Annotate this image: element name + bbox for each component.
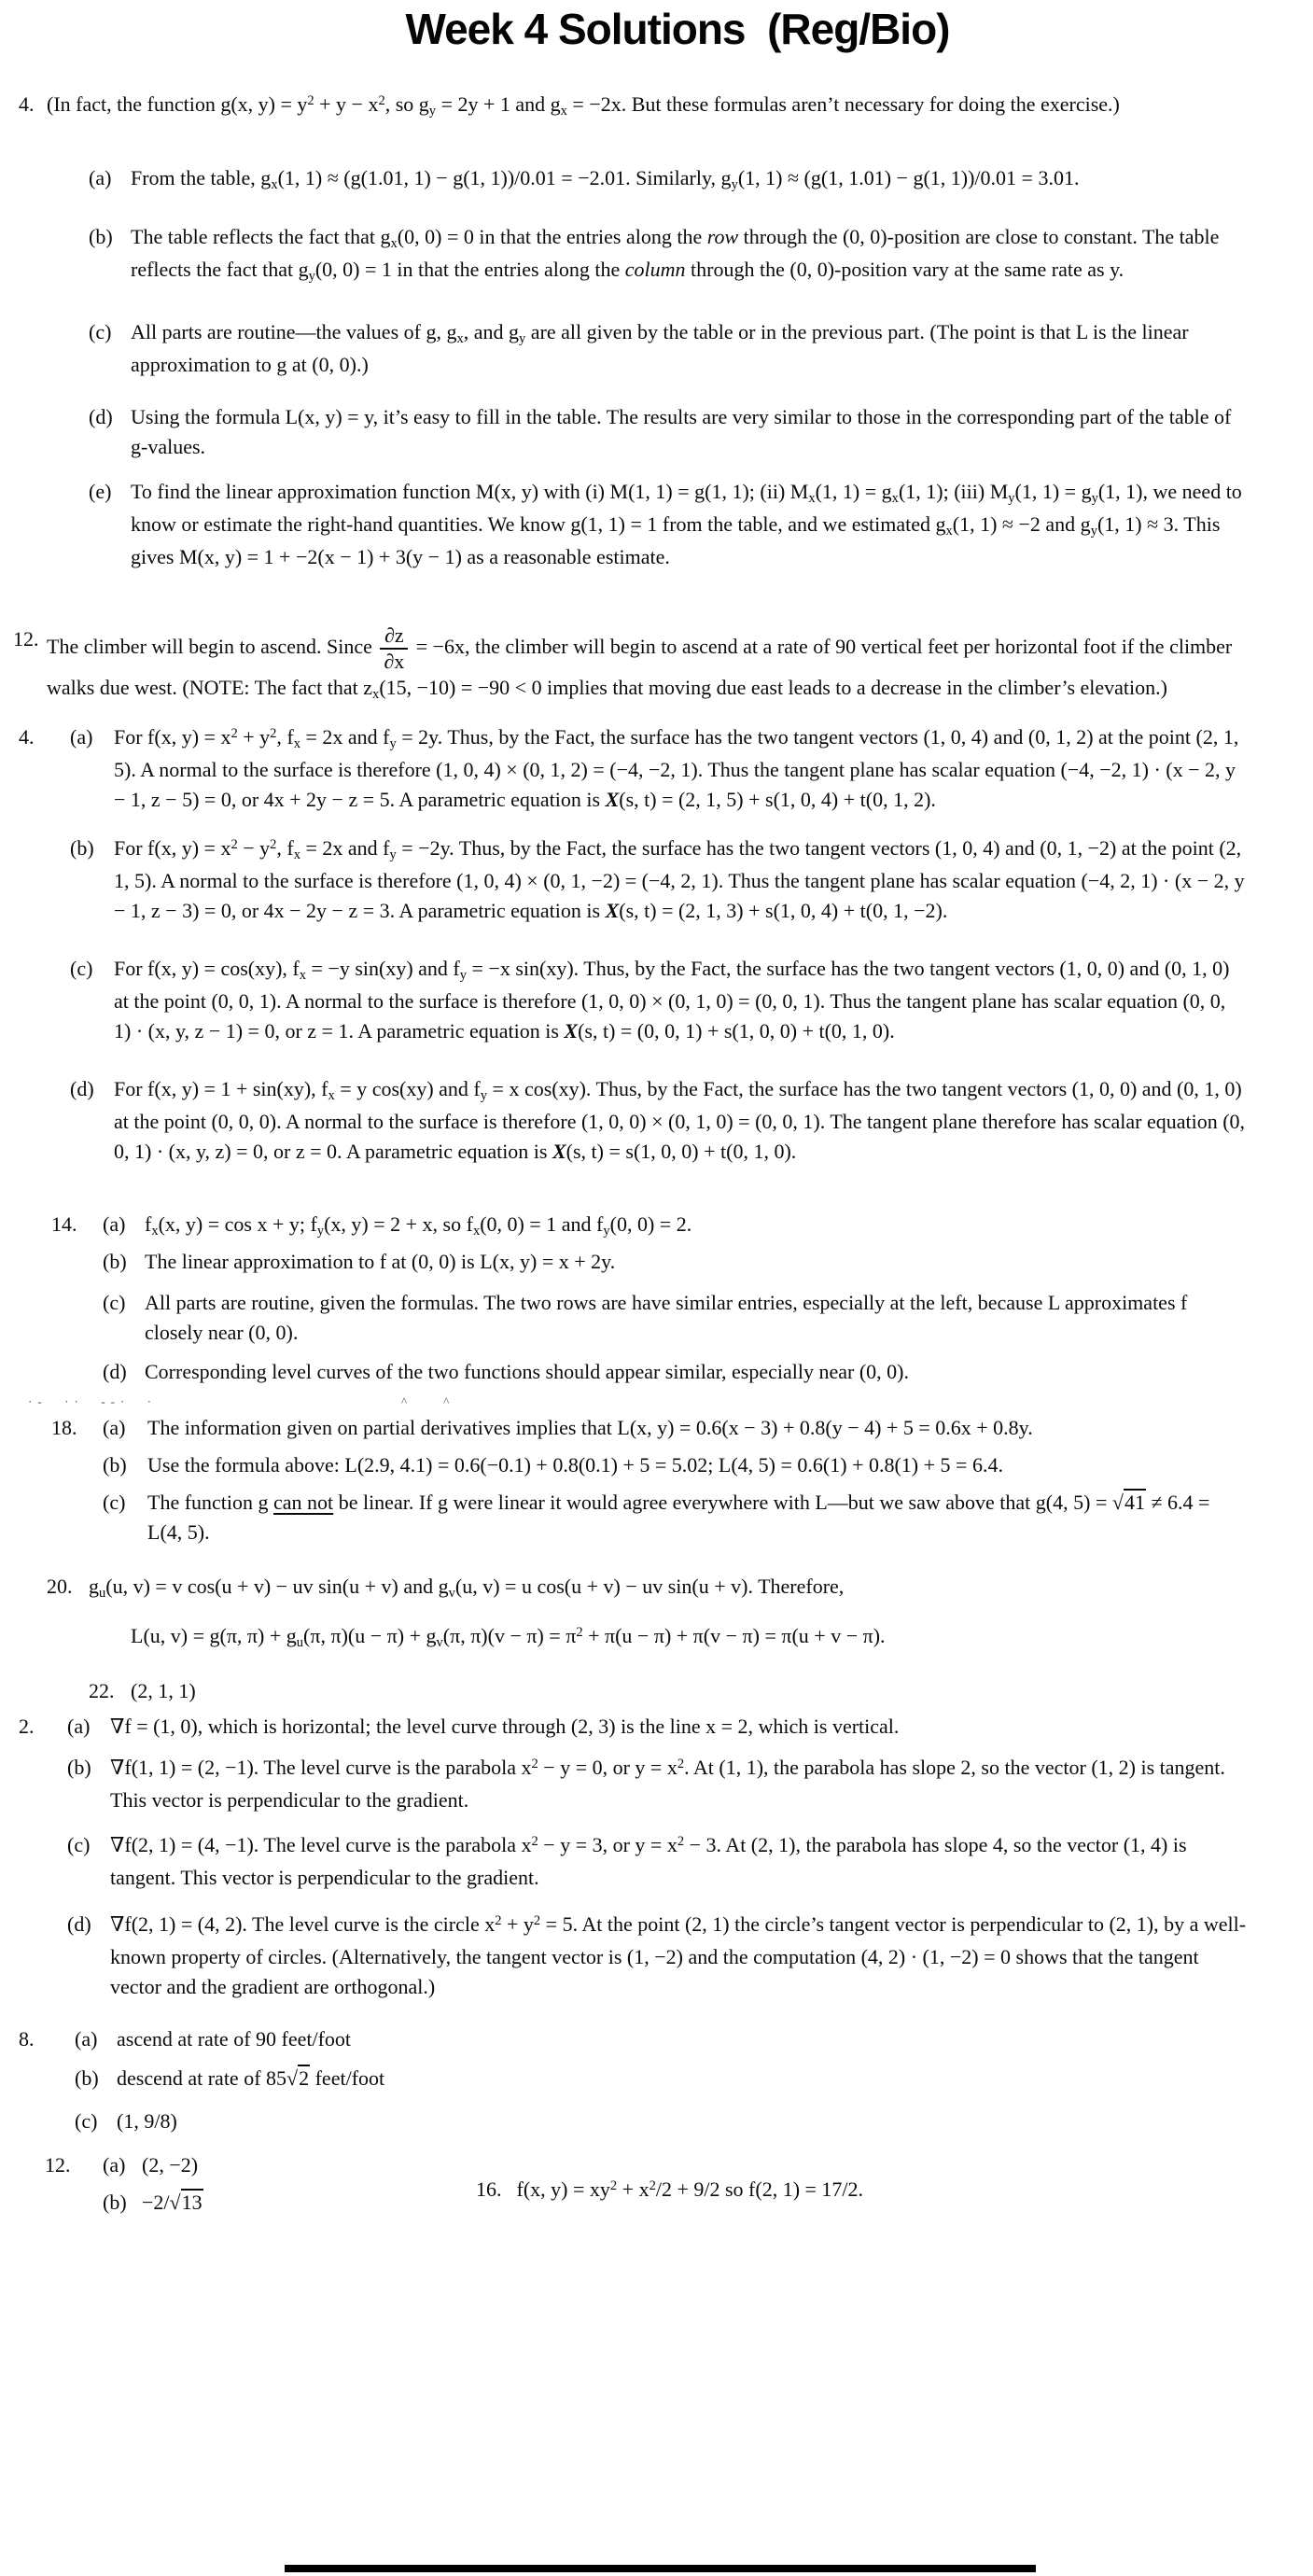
problem-16 [476,2175,863,2207]
problem-part [47,722,1248,815]
part-text: descend at rate of 85√2 feet/foot [117,2066,385,2091]
problem-12-second [0,2150,1248,2218]
part-label: (c) [103,1291,126,1315]
part-text: (1, 9/8) [117,2109,177,2134]
problem-number: 14. [51,1212,77,1237]
problem-part [47,163,1248,196]
part-label: (a) [70,725,93,749]
part-label: (d) [70,1077,94,1101]
part-text: All parts are routine—the values of g, $g_x$, and $g_y$ are all given by the table or in the previous part. (The point is that L is the linear approximation to g at (0, 0).) [131,320,1189,376]
scan-artifact-fragment [0,1394,1248,1409]
scan-artifact-carets: ^ ^ [401,1394,450,1409]
part-text: Corresponding level curves of the two functions should appear similar, especially near (0, 0). [145,1360,909,1384]
part-text: From the table, $g_x(1$, 1) ≈ (g(1.01, 1) − g(1, 1))/0.01 = −2.01. Similarly, $g_y(1$, 1) ≈ (g(1, 1.01) − g(1, 1))/0.01 = 3.01. [131,166,1080,192]
part-label: (a) [103,2153,126,2177]
problem-number: 4. [19,92,35,116]
part-label: (a) [89,166,112,189]
problem-14 [0,1210,1248,1387]
problem-number: 20. [47,1575,73,1599]
part-text: ∇f(1, 1) = (2, −1). The level curve is the parabola $x^2 - y = 0$, or $y = x^2$. At (1, 1), the parabola has slope 2, so the vector (1, 2) is tangent. This vector is perpendicular to the gradient. [110,1756,1225,1813]
part-label: (c) [103,1491,126,1515]
problem-number: 4. [19,725,35,749]
page-title: Week 4 Solutions (Reg/Bio) [405,5,950,53]
part-text: For f(x, y) = cos(xy), $f_x = -y$ sin(xy) and $f_y = -x$ sin(xy). Thus, by the Fact, the surface has the two tangent vectors (1, 0, 0) and (0, 1, 0) at the point (0, 0, 1). A normal to the surface is therefore (1, 0, 0) × (0, 1, 0) = (0, 0, 1). Thus the tangent plane has scalar equation (0, 0, 1) · (x, y, z − 1) = 0, or z = 1. A parametric equation is X(s, t) = (0, 0, 1) + s(1, 0, 0) + t(0, 1, 0). [114,957,1230,1043]
part-label: (c) [89,320,112,343]
problem-part [47,317,1248,380]
problem-text: f(x, $y) = xy^2 + x^2/2 + 9/2$ so f(2, 1) = 17/2. [516,2177,864,2202]
problem-number: 12. [45,2153,71,2177]
problem-part [103,1450,1248,1480]
problem-part [103,1210,1248,1242]
part-text: The information given on partial derivatives implies that L(x, y) = 0.6(x − 3) + 0.8(y − 4) + 5 = 0.6x + 0.8y. [147,1416,1033,1440]
problem-part [47,954,1248,1046]
problem-part [47,1074,1248,1167]
problem-part [67,1712,1248,1742]
part-label: (e) [89,480,112,503]
problem-text: $g_u(u$, v) = v cos(u + v) − uv sin(u + v) and $g_v(u$, v) = u cos(u + v) − uv sin(u + v). Therefore, [89,1575,845,1601]
part-text: ∇f = (1, 0), which is horizontal; the level curve through (2, 3) is the line x = 2, which is vertical. [110,1715,900,1739]
part-label: (b) [103,1453,127,1477]
part-label: (b) [70,836,94,861]
problem-8 [0,2024,1248,2136]
problem-part [103,1357,1248,1387]
problem-part [103,1288,1248,1348]
problem-20 [0,1572,1248,1658]
problem-22 [0,1676,1248,1706]
problem-part [103,1488,1248,1547]
scan-artifact-marks: ·- ·· --· · [28,1394,158,1409]
part-label: (a) [75,2027,98,2051]
problem-part [67,1910,1248,2002]
scan-edge-bar [285,2565,1036,2572]
part-text: To find the linear approximation function M(x, y) with (i) M(1, 1) = g(1, 1); (ii) $M_x(1$, $1) = g_x(1$, 1); (iii) $M_y(1$, $1) = g_y(1$, 1), we need to know or estimate the right-hand quantities. We know g(1, 1) = 1 from the table, and we estimated $g_x(1$, 1) ≈ −2 and $g_y(1$, 1) ≈ 3. This gives M(x, y) = 1 + −2(x − 1) + 3(y − 1) as a reasonable estimate. [131,480,1242,568]
problem-intro: (In fact, the function g(x, $y) = y^2 + y - x^2$, so $g_y = 2y + 1$ and $g_x = -2x$. But these formulas aren’t necessary for doing the exercise.) [47,92,1120,119]
part-text: For f(x, y) = 1 + sin(xy), $f_x = y$ cos(xy) and $f_y = x$ cos(xy). Thus, by the Fact, the surface has the two tangent vectors (1, 0, 0) and (0, 1, 0) at the point (0, 0, 0). A normal to the surface is therefore (1, 0, 0) × (0, 1, 0) = (0, 0, 1). The tangent plane therefore has scalar equation (0, 0, 1) · (x, y, z) = 0, or z = 0. A parametric equation is X(s, t) = s(1, 0, 0) + t(0, 1, 0). [114,1077,1246,1164]
part-label: (b) [67,1756,91,1780]
part-label: (c) [70,957,93,981]
part-label: (b) [75,2066,99,2091]
part-label: (b) [103,2191,127,2215]
part-text: For f(x, $y) = x^2 - y^2$, $f_x = 2x$ and $f_y = -2y$. Thus, by the Fact, the surface has the two tangent vectors (1, 0, 4) and (0, 1, −2) at the point (2, 1, 5). A normal to the surface is therefore (1, 0, 4) × (0, 1, −2) = (−4, 2, 1). Thus the tangent plane has scalar equation (−4, 2, 1) · (x − 2, y − 1, z − 3) = 0, or 4x − 2y − z = 3. A parametric equation is X(s, t) = (2, 1, 3) + s(1, 0, 4) + t(0, 1, −2). [114,836,1245,923]
part-text: All parts are routine, given the formulas. The two rows are have similar entries, especially at the left, because L approximates f closely near (0, 0). [145,1291,1188,1345]
problem-number: 16. [476,2177,502,2202]
problem-part [75,2024,1248,2054]
part-text: ∇f(2, 1) = (4, 2). The level curve is the circle $x^2 + y^2 = 5$. At the point (2, 1) the circle’s tangent vector is perpendicular to (2, 1), by a well-known property of circles. (Alternatively, the tangent vector is (1, −2) and the computation (4, 2) · (1, −2) = 0 shows that the tangent vector and the gradient are orthogonal.) [110,1912,1247,1999]
problem-number: 8. [19,2027,35,2051]
part-text: (2, −2) [142,2153,199,2177]
problem-part [103,1247,1248,1277]
problem-2 [0,1712,1248,2002]
part-label: (a) [103,1212,126,1237]
problem-part [47,222,1248,287]
part-text: ascend at rate of 90 feet/foot [117,2027,352,2051]
part-label: (d) [67,1912,91,1937]
part-text: Using the formula L(x, y) = y, it’s easy to fill in the table. The results are very similar to those in the corresponding part of the table of g-values. [131,405,1232,458]
part-label: (b) [103,1250,127,1274]
part-text: Use the formula above: L(2.9, 4.1) = 0.6(−0.1) + 0.8(0.1) + 5 = 5.02; L(4, 5) = 0.6(1) + 0.8(1) + 5 = 6.4. [147,1453,1003,1477]
problem-4-second [0,722,1248,1167]
problem-text: (2, 1, 1) [131,1679,196,1703]
part-text: $f_x(x$, y) = cos x + y; $f_y(x$, y) = 2 + x, so $f_x(0$, 0) = 1 and $f_y(0$, 0) = 2. [145,1212,692,1239]
part-text: The table reflects the fact that $g_x(0$, 0) = 0 in that the entries along the row through the (0, 0)-position are close to constant. The table reflects the fact that $g_y(0$, 0) = 1 in that the entries along the column through the (0, 0)-position vary at the same rate as y. [131,225,1220,284]
problem-number: 22. [89,1679,115,1703]
part-label: (a) [103,1416,126,1440]
problem-number: 12. [13,627,39,651]
part-text: ∇f(2, 1) = (4, −1). The level curve is the parabola $x^2 - y = 3$, or $y = x^2 - 3$. At (2, 1), the parabola has slope 4, so the vector (1, 4) is tangent. This vector is perpendicular to the gradient. [110,1833,1187,1890]
problem-part [67,1753,1248,1815]
display-equation: L(u, v) = g(π, $\pi) + g_u(\pi$, $\pi)(u - \pi) + g_v(\pi$, $\pi)(v - \pi) = \pi^2 + \pi(u - \pi) + \pi(v - \pi) = \pi(u + v - \pi)$. [131,1624,886,1650]
problem-part [47,477,1248,572]
problem-part [47,402,1248,462]
part-label: (c) [75,2109,98,2134]
problem-part [67,1830,1248,1893]
problem-part [75,2107,1248,2136]
part-text: The linear approximation to f at (0, 0) is L(x, y) = x + 2y. [145,1250,616,1274]
part-label: (d) [89,405,113,428]
problem-4-first [0,90,1248,572]
problem-text: The climber will begin to ascend. Since $\frac{\partial z}{\partial x}$ = −6x, the climber will begin to ascend at a rate of 90 vertical feet per horizontal foot if the climber walks due west. (NOTE: The fact that $z_x(15$, −10) = −90 < 0 implies that moving due east leads to a decrease in the climber’s elevation.) [47,623,1233,702]
part-text: −2/√13 [142,2191,203,2215]
problem-18 [0,1413,1248,1547]
problem-12-first [0,624,1248,706]
problem-part [103,1413,1248,1443]
part-label: (c) [67,1833,91,1857]
part-label: (d) [103,1360,127,1384]
problem-part [103,2177,1248,2218]
part-label: (a) [67,1715,91,1739]
part-text: The function g can not be linear. If g were linear it would agree everywhere with L—but we saw above that g(4, 5) = √41 ≠ 6.4 = L(4, 5). [147,1491,1210,1545]
problem-part [47,833,1248,926]
part-text: For f(x, $y) = x^2 + y^2$, $f_x = 2x$ and $f_y = 2y$. Thus, by the Fact, the surface has the two tangent vectors (1, 0, 4) and (0, 1, 2) at the point (2, 1, 5). A normal to the surface is therefore (1, 0, 4) × (0, 1, 2) = (−4, −2, 1). Thus the tangent plane has scalar equation (−4, −2, 1) · (x − 2, y − 1, z − 5) = 0, or 4x + 2y − z = 5. A parametric equation is X(s, t) = (2, 1, 5) + s(1, 0, 4) + t(0, 1, 2). [114,725,1239,812]
problem-part [75,2064,1248,2093]
problem-number: 2. [19,1715,35,1739]
problem-number: 18. [51,1416,77,1440]
part-label: (b) [89,225,113,248]
